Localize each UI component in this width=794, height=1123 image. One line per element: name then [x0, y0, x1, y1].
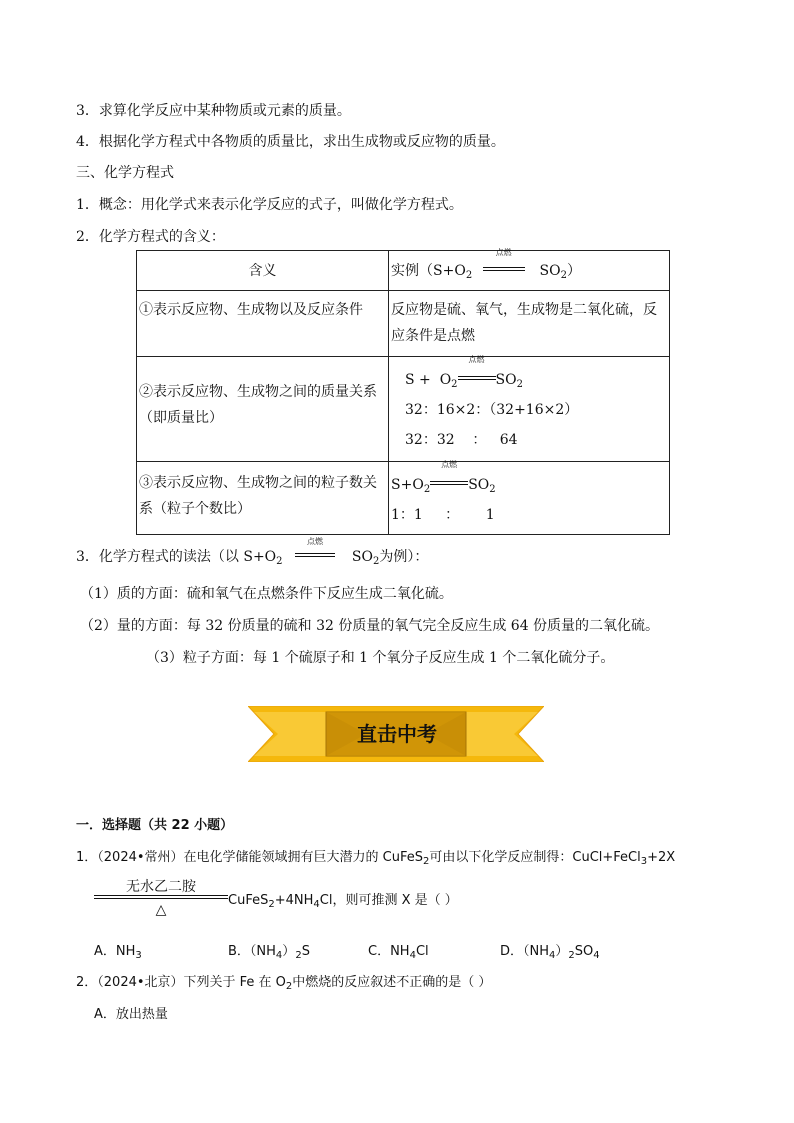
- table-header-example: 实例（$S+O_2$ 点燃 $SO_2$）: [389, 251, 670, 291]
- banner-right-fold: [466, 712, 538, 756]
- q1-stem: 1．（2024•常州）在电化学储能领域拥有巨大潜力的 CuFeS$_2$可由以下化学反应制得：CuCl+FeCl$_3$+2X: [76, 850, 676, 867]
- q1-products: $CuFeS_2+4NH_4Cl$，则可推测 X 是（ ）: [228, 893, 458, 910]
- row3-equation: $S+O_2$ 点燃 $SO_2$: [391, 470, 667, 500]
- reaction-arrow: [483, 247, 525, 284]
- q1-option-d[interactable]: D．$(NH_4)_2SO_4$: [500, 944, 600, 961]
- section-title-equation: 三、化学方程式: [76, 165, 174, 181]
- row2-meaning: ②表示反应物、生成物之间的质量关系（即质量比）: [137, 357, 389, 462]
- row2-equation: $S + O_2$ 点燃 $SO_2$: [405, 365, 667, 395]
- q1-reaction-bar: [94, 895, 228, 899]
- row2-mass-ratio: 32：32 ： 64: [405, 432, 518, 448]
- reading-particle: （3）粒子方面：每 1 个硫原子和 1 个氧分子反应生成 1 个二氧化硫分子。: [146, 650, 615, 666]
- concept-line: 1．概念：用化学式来表示化学反应的式子，叫做化学方程式。: [76, 197, 463, 213]
- row1-meaning: ①表示反应物、生成物以及反应条件: [137, 291, 389, 357]
- item-4: 4．根据化学方程式中各物质的质量比，求出生成物或反应物的质量。: [76, 134, 505, 150]
- row3-example: [389, 462, 670, 535]
- q2-stem: 2．（2024•北京）下列关于 Fe 在 $O_2$中燃烧的反应叙述不正确的是（ ）: [76, 975, 492, 992]
- row1-example: 反应物是硫、氧气，生成物是二氧化硫，反应条件是点燃: [389, 291, 670, 357]
- table-header-meaning: 含义: [137, 251, 389, 291]
- q1-condition-bottom: △: [155, 902, 167, 918]
- banner-title: 直击中考: [357, 722, 437, 746]
- meaning-table: [136, 247, 670, 535]
- header-eq-suffix: ）: [566, 262, 581, 279]
- meaning-title: 2．化学方程式的含义：: [76, 229, 225, 245]
- q1-condition-top: 无水乙二胺: [126, 879, 196, 895]
- mcq-section-title: 一．选择题（共 22 小题）: [76, 818, 234, 833]
- row3-particle-ratio: 1：1 ： 1: [391, 507, 495, 523]
- row3-meaning: ③表示反应物、生成物之间的粒子数关系（粒子个数比）: [137, 462, 389, 535]
- row2-mass-formula: 32：16×2：（32+16×2）: [405, 402, 579, 418]
- row2-example: [389, 357, 670, 462]
- reaction-arrow: 点燃: [430, 470, 468, 500]
- condition-label: 点燃: [495, 247, 512, 257]
- reaction-arrow: 点燃: [458, 365, 496, 395]
- reading-quality: （1）质的方面：硫和氧气在点燃条件下反应生成二氧化硫。: [80, 586, 453, 602]
- banner-left-fold: [254, 712, 326, 756]
- q1-option-b[interactable]: B．$(NH_4)_2S$: [228, 944, 310, 961]
- reading-title: 3．化学方程式的读法（以 $S+O_2$ 点燃 $SO_2$为例）：: [76, 537, 429, 567]
- reaction-arrow: 点燃: [295, 547, 335, 567]
- header-eq-prefix: 实例（S+O: [391, 262, 466, 279]
- reading-quantity: （2）量的方面：每 32 份质量的硫和 32 份质量的氧气完全反应生成 64 份质量的二氧化硫。: [80, 618, 660, 634]
- q1-option-c[interactable]: C．$NH_4Cl$: [368, 944, 429, 961]
- q2-option-a[interactable]: A．放出热量: [94, 1007, 168, 1022]
- item-3: 3．求算化学反应中某种物质或元素的质量。: [76, 103, 351, 119]
- q1-option-a[interactable]: A．$NH_3$: [94, 944, 142, 961]
